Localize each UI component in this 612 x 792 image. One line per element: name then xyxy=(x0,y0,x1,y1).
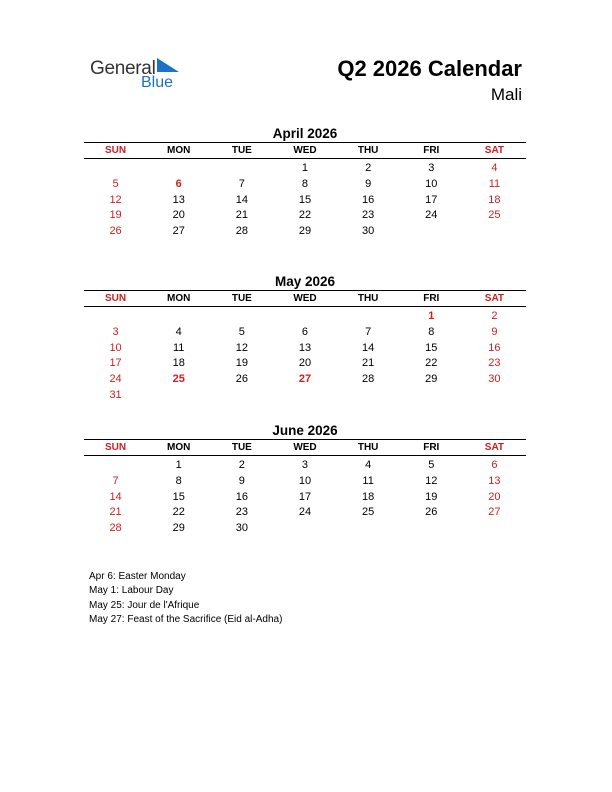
day-cell: 12 xyxy=(235,341,248,354)
day-cell: 13 xyxy=(488,474,501,487)
weekday-label-mon: MON xyxy=(167,293,191,304)
day-cell: 16 xyxy=(488,341,501,354)
day-cell: 15 xyxy=(298,193,312,206)
empty-day-cell xyxy=(337,309,400,325)
weekday-label-fri: FRI xyxy=(423,442,440,453)
weekday-label-sun: SUN xyxy=(105,442,127,453)
weekday-label-sun: SUN xyxy=(105,293,127,304)
empty-day-cell xyxy=(84,161,147,177)
empty-day-cell xyxy=(84,458,147,474)
day-cell: 9 xyxy=(491,325,498,338)
day-cell: 4 xyxy=(491,162,498,174)
holiday-item: Apr 6: Easter Monday xyxy=(89,571,186,582)
empty-day-cell xyxy=(147,309,210,325)
day-cell: 17 xyxy=(109,357,122,370)
day-cell: 10 xyxy=(109,341,122,354)
day-cell: 14 xyxy=(235,193,248,206)
day-cell: 30 xyxy=(362,225,375,238)
holiday-item: May 27: Feast of the Sacrifice (Eid al-Adha) xyxy=(89,613,283,625)
day-cell: 28 xyxy=(362,373,375,386)
weekday-label-sat: SAT xyxy=(484,442,505,453)
day-cell: 2 xyxy=(491,310,498,322)
day-cell: 2 xyxy=(365,162,372,174)
day-cell: 16 xyxy=(362,193,375,206)
day-cell: 18 xyxy=(172,357,185,370)
weekday-header xyxy=(84,142,526,159)
day-cell: 24 xyxy=(298,506,312,519)
day-cell: 13 xyxy=(172,193,185,206)
weekday-header xyxy=(84,290,526,307)
day-cell: 21 xyxy=(109,506,122,519)
day-cell: 8 xyxy=(301,177,309,190)
day-cell: 28 xyxy=(109,522,122,535)
day-cell: 31 xyxy=(109,388,122,401)
day-cell: 29 xyxy=(172,522,185,535)
day-cell: 18 xyxy=(362,490,375,503)
day-cell: 30 xyxy=(488,373,501,386)
day-cell: 11 xyxy=(488,177,501,190)
day-cell: 12 xyxy=(425,474,438,487)
day-cell: 30 xyxy=(235,522,248,535)
day-cell: 4 xyxy=(365,459,372,471)
weekday-label-wed: WED xyxy=(293,145,317,156)
day-cell: 10 xyxy=(298,474,312,487)
empty-day-cell xyxy=(147,161,210,177)
empty-day-cell xyxy=(273,309,336,325)
day-cell: 28 xyxy=(235,225,248,238)
logo-general-text: General xyxy=(90,58,156,79)
day-cell: 14 xyxy=(109,490,122,503)
day-cell: 11 xyxy=(173,341,185,354)
day-cell: 4 xyxy=(175,325,182,338)
day-cell: 13 xyxy=(298,341,312,354)
weekday-label-tue: TUE xyxy=(231,145,252,156)
day-cell: 5 xyxy=(428,459,435,471)
holiday-day-cell: 1 xyxy=(428,310,435,322)
logo-triangle-icon xyxy=(157,58,179,72)
weekday-label-sun: SUN xyxy=(105,145,127,156)
day-cell: 9 xyxy=(238,474,245,487)
day-cell: 22 xyxy=(172,506,185,519)
month-days xyxy=(84,309,526,404)
day-cell: 27 xyxy=(172,225,185,238)
month-title: June 2026 xyxy=(272,423,338,438)
generalblue-logo xyxy=(90,56,200,96)
weekday-label-fri: FRI xyxy=(423,145,440,156)
day-cell: 23 xyxy=(235,506,248,519)
day-cell: 20 xyxy=(298,357,312,370)
day-cell: 22 xyxy=(425,357,438,370)
day-cell: 27 xyxy=(488,506,501,519)
day-cell: 24 xyxy=(425,209,438,222)
weekday-label-fri: FRI xyxy=(423,293,440,304)
holiday-day-cell: 27 xyxy=(298,373,312,386)
day-cell: 9 xyxy=(365,177,372,190)
day-cell: 25 xyxy=(488,209,501,222)
weekday-label-mon: MON xyxy=(167,442,191,453)
day-cell: 26 xyxy=(425,506,438,519)
day-cell: 7 xyxy=(238,177,245,190)
holiday-item: May 1: Labour Day xyxy=(89,585,174,597)
day-cell: 8 xyxy=(428,325,435,338)
empty-day-cell xyxy=(84,309,147,325)
day-cell: 11 xyxy=(362,474,374,487)
holiday-item: May 25: Jour de l'Afrique xyxy=(89,599,200,611)
day-cell: 3 xyxy=(301,459,309,471)
month-calendar-april xyxy=(84,125,526,240)
day-cell: 6 xyxy=(491,459,498,471)
day-cell: 20 xyxy=(488,490,501,503)
day-cell: 3 xyxy=(112,325,119,338)
holiday-day-cell: 6 xyxy=(175,177,182,190)
logo-blue-text: Blue xyxy=(141,74,174,91)
day-cell: 19 xyxy=(109,209,122,222)
day-cell: 20 xyxy=(172,209,185,222)
month-title: April 2026 xyxy=(272,126,338,141)
day-cell: 29 xyxy=(425,373,438,386)
month-days xyxy=(84,161,526,240)
day-cell: 19 xyxy=(425,490,438,503)
weekday-label-thu: THU xyxy=(357,442,379,453)
day-cell: 21 xyxy=(362,357,375,370)
day-cell: 15 xyxy=(172,490,185,503)
day-cell: 15 xyxy=(425,341,438,354)
day-cell: 16 xyxy=(235,490,248,503)
holiday-list xyxy=(89,570,282,627)
month-calendar-june xyxy=(84,422,526,537)
day-cell: 18 xyxy=(488,193,501,206)
day-cell: 29 xyxy=(298,225,312,238)
day-cell: 1 xyxy=(175,459,182,471)
empty-day-cell xyxy=(210,161,273,177)
day-cell: 25 xyxy=(362,506,375,519)
weekday-label-thu: THU xyxy=(357,293,379,304)
day-cell: 2 xyxy=(238,459,245,471)
weekday-label-tue: TUE xyxy=(231,442,252,453)
weekday-label-thu: THU xyxy=(357,145,379,156)
day-cell: 17 xyxy=(425,193,438,206)
day-cell: 12 xyxy=(109,193,122,206)
day-cell: 17 xyxy=(298,490,312,503)
day-cell: 26 xyxy=(235,373,248,386)
weekday-label-mon: MON xyxy=(167,145,191,156)
day-cell: 1 xyxy=(301,162,309,174)
day-cell: 3 xyxy=(428,162,435,174)
weekday-label-sat: SAT xyxy=(484,145,505,156)
empty-day-cell xyxy=(210,309,273,325)
weekday-label-sat: SAT xyxy=(484,293,505,304)
month-days xyxy=(84,458,526,537)
weekday-header xyxy=(84,439,526,456)
day-cell: 23 xyxy=(488,357,501,370)
day-cell: 14 xyxy=(362,341,375,354)
month-title: May 2026 xyxy=(274,274,336,289)
day-cell: 19 xyxy=(235,357,248,370)
day-cell: 22 xyxy=(298,209,312,222)
day-cell: 10 xyxy=(425,177,438,190)
holiday-day-cell: 25 xyxy=(172,373,185,386)
page-title: Q2 2026 Calendar xyxy=(337,56,522,81)
month-calendar-may xyxy=(84,273,526,404)
day-cell: 7 xyxy=(365,325,372,338)
day-cell: 26 xyxy=(109,225,122,238)
weekday-label-wed: WED xyxy=(293,293,317,304)
day-cell: 6 xyxy=(301,325,309,338)
day-cell: 23 xyxy=(362,209,375,222)
day-cell: 24 xyxy=(109,373,122,386)
country-name: Mali xyxy=(490,85,522,104)
weekday-label-wed: WED xyxy=(293,442,317,453)
day-cell: 21 xyxy=(235,209,248,222)
day-cell: 8 xyxy=(175,474,182,487)
day-cell: 5 xyxy=(238,325,245,338)
day-cell: 7 xyxy=(112,474,119,487)
weekday-label-tue: TUE xyxy=(231,293,252,304)
day-cell: 5 xyxy=(112,177,119,190)
